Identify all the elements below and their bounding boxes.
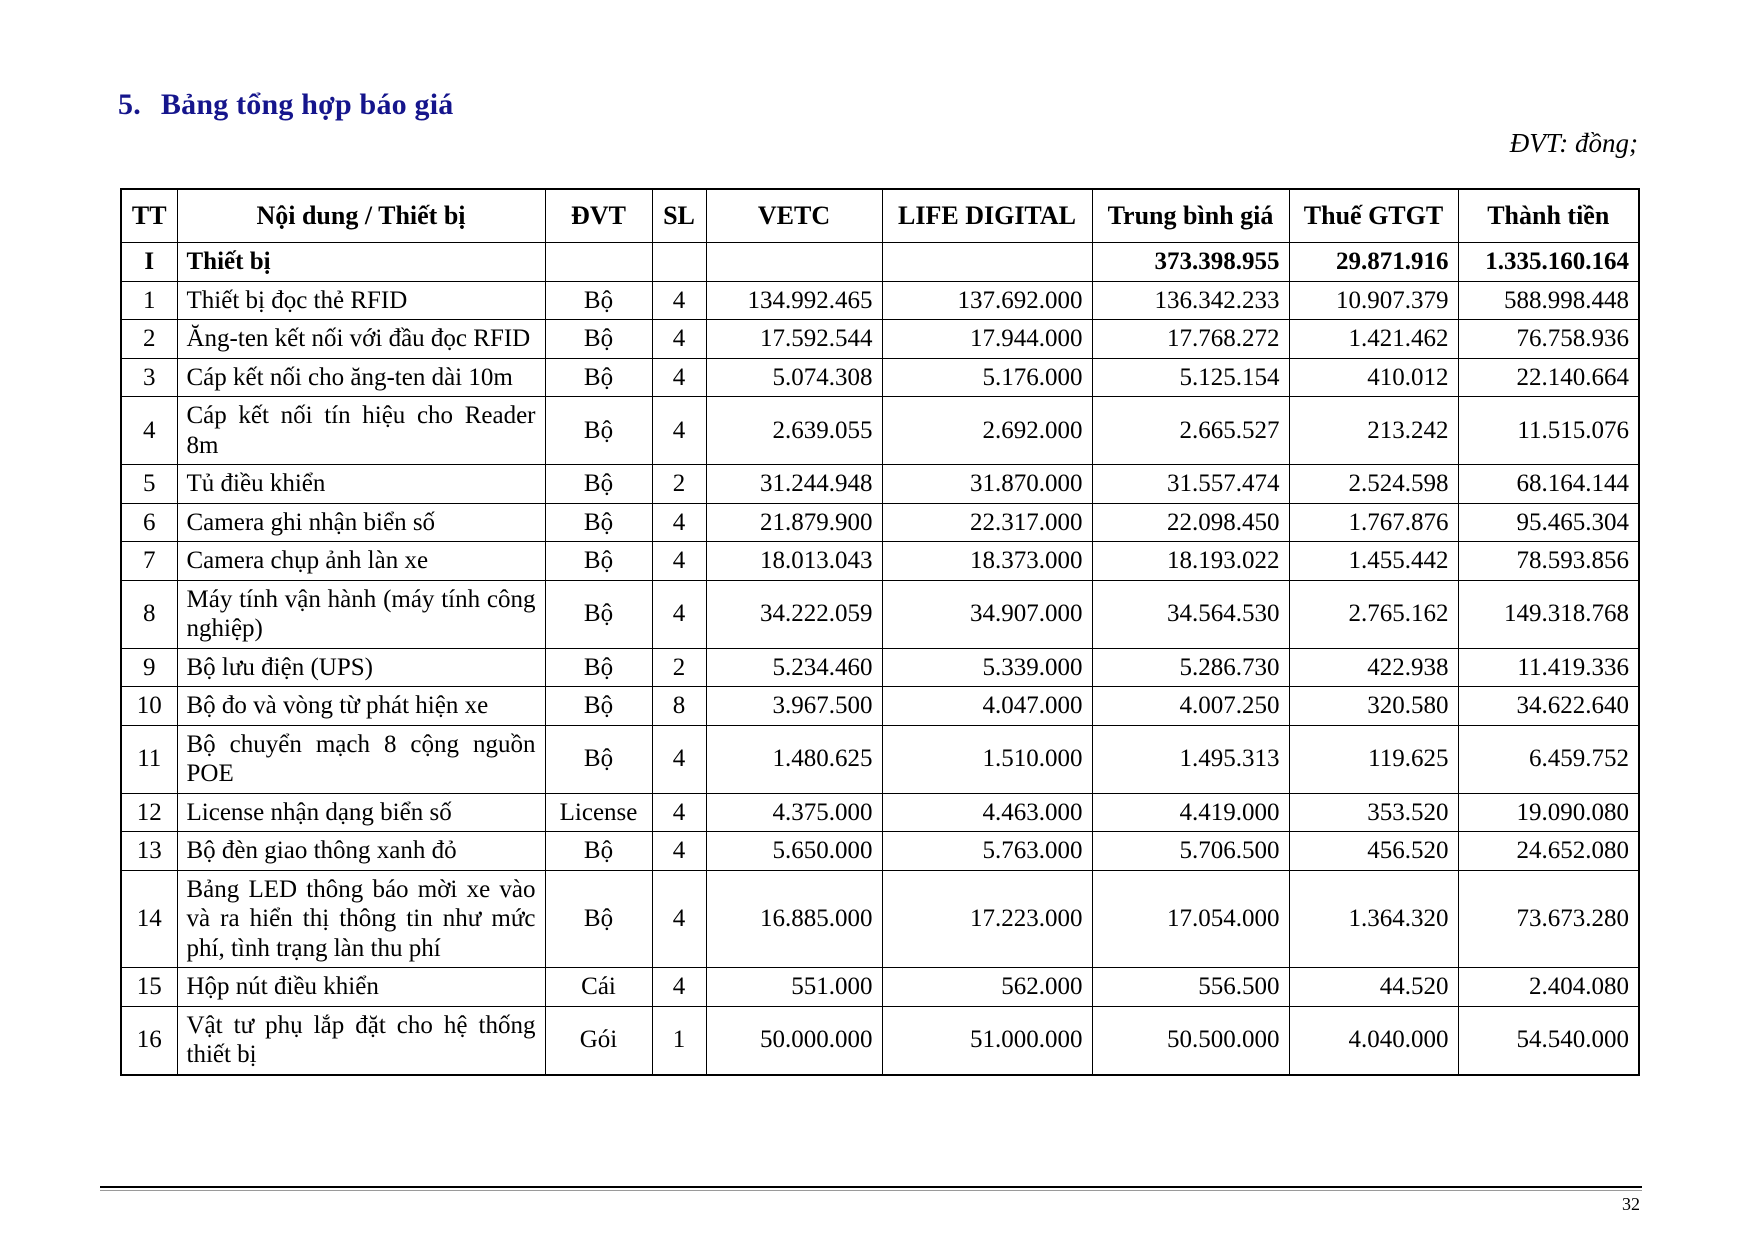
cell-item-name: Bảng LED thông báo mời xe vào và ra hiển thị thông tin như mức phí, tình trạng làn thu phí xyxy=(177,870,545,968)
section-title xyxy=(118,88,453,122)
cell-unit: Bộ xyxy=(545,870,652,968)
cell-unit: Bộ xyxy=(545,687,652,726)
cell-unit: Bộ xyxy=(545,281,652,320)
group-life xyxy=(882,243,1092,282)
cell-item-name: Bộ đèn giao thông xanh đỏ xyxy=(177,832,545,871)
cell-average-price: 5.125.154 xyxy=(1092,358,1289,397)
cell-total: 24.652.080 xyxy=(1458,832,1639,871)
cell-vetc-price: 17.592.544 xyxy=(706,320,882,359)
cell-unit: Bộ xyxy=(545,397,652,465)
cell-vat: 2.524.598 xyxy=(1289,465,1458,504)
group-vat: 29.871.916 xyxy=(1289,243,1458,282)
cell-vetc-price: 1.480.625 xyxy=(706,725,882,793)
group-tt: I xyxy=(121,243,177,282)
header-content: Nội dung / Thiết bị xyxy=(177,189,545,243)
header-total: Thành tiền xyxy=(1458,189,1639,243)
unit-note: ĐVT: đồng; xyxy=(1509,128,1638,158)
cell-unit: Bộ xyxy=(545,580,652,648)
cell-unit: Bộ xyxy=(545,320,652,359)
table-row xyxy=(121,542,1639,581)
section-title-text: Bảng tổng hợp báo giá xyxy=(160,88,454,121)
cell-item-name: Bộ lưu điện (UPS) xyxy=(177,648,545,687)
cell-vetc-price: 5.650.000 xyxy=(706,832,882,871)
group-dvt xyxy=(545,243,652,282)
table-row xyxy=(121,968,1639,1007)
cell-life-price: 31.870.000 xyxy=(882,465,1092,504)
table-row xyxy=(121,397,1639,465)
cell-quantity: 8 xyxy=(652,687,706,726)
group-sl xyxy=(652,243,706,282)
cell-average-price: 136.342.233 xyxy=(1092,281,1289,320)
table-row xyxy=(121,870,1639,968)
cell-quantity: 4 xyxy=(652,281,706,320)
cell-vat: 213.242 xyxy=(1289,397,1458,465)
cell-tt: 14 xyxy=(121,870,177,968)
cell-total: 2.404.080 xyxy=(1458,968,1639,1007)
cell-quantity: 4 xyxy=(652,870,706,968)
cell-average-price: 31.557.474 xyxy=(1092,465,1289,504)
cell-life-price: 4.047.000 xyxy=(882,687,1092,726)
cell-unit: Bộ xyxy=(545,725,652,793)
table-row xyxy=(121,687,1639,726)
cell-total: 76.758.936 xyxy=(1458,320,1639,359)
cell-item-name: Thiết bị đọc thẻ RFID xyxy=(177,281,545,320)
cell-vetc-price: 21.879.900 xyxy=(706,503,882,542)
cell-tt: 16 xyxy=(121,1006,177,1075)
cell-average-price: 5.286.730 xyxy=(1092,648,1289,687)
header-life-digital: LIFE DIGITAL xyxy=(882,189,1092,243)
cell-unit: Bộ xyxy=(545,358,652,397)
cell-vat: 353.520 xyxy=(1289,793,1458,832)
group-total: 1.335.160.164 xyxy=(1458,243,1639,282)
cell-tt: 2 xyxy=(121,320,177,359)
cell-average-price: 18.193.022 xyxy=(1092,542,1289,581)
cell-life-price: 17.223.000 xyxy=(882,870,1092,968)
cell-vat: 320.580 xyxy=(1289,687,1458,726)
cell-vetc-price: 18.013.043 xyxy=(706,542,882,581)
cell-life-price: 17.944.000 xyxy=(882,320,1092,359)
cell-life-price: 34.907.000 xyxy=(882,580,1092,648)
cell-item-name: Hộp nút điều khiển xyxy=(177,968,545,1007)
cell-vat: 410.012 xyxy=(1289,358,1458,397)
table-row xyxy=(121,832,1639,871)
cell-tt: 3 xyxy=(121,358,177,397)
cell-tt: 7 xyxy=(121,542,177,581)
cell-vetc-price: 34.222.059 xyxy=(706,580,882,648)
cell-quantity: 4 xyxy=(652,503,706,542)
cell-tt: 13 xyxy=(121,832,177,871)
cell-vat: 456.520 xyxy=(1289,832,1458,871)
table-row xyxy=(121,320,1639,359)
header-vetc: VETC xyxy=(706,189,882,243)
cell-vetc-price: 3.967.500 xyxy=(706,687,882,726)
cell-vetc-price: 551.000 xyxy=(706,968,882,1007)
table-group-row xyxy=(121,243,1639,282)
cell-item-name: Bộ đo và vòng từ phát hiện xe xyxy=(177,687,545,726)
header-vat: Thuế GTGT xyxy=(1289,189,1458,243)
cell-unit: Cái xyxy=(545,968,652,1007)
table-row xyxy=(121,793,1639,832)
cell-tt: 10 xyxy=(121,687,177,726)
cell-tt: 4 xyxy=(121,397,177,465)
header-tt: TT xyxy=(121,189,177,243)
group-name: Thiết bị xyxy=(177,243,545,282)
cell-vat: 1.455.442 xyxy=(1289,542,1458,581)
cell-quantity: 4 xyxy=(652,793,706,832)
cell-tt: 9 xyxy=(121,648,177,687)
cell-unit: Bộ xyxy=(545,648,652,687)
table-row xyxy=(121,503,1639,542)
table-row xyxy=(121,358,1639,397)
group-avg: 373.398.955 xyxy=(1092,243,1289,282)
cell-item-name: Cáp kết nối tín hiệu cho Reader 8m xyxy=(177,397,545,465)
cell-life-price: 51.000.000 xyxy=(882,1006,1092,1075)
cell-vetc-price: 31.244.948 xyxy=(706,465,882,504)
cell-average-price: 50.500.000 xyxy=(1092,1006,1289,1075)
cell-item-name: Cáp kết nối cho ăng-ten dài 10m xyxy=(177,358,545,397)
table-row xyxy=(121,281,1639,320)
cell-average-price: 1.495.313 xyxy=(1092,725,1289,793)
cell-vat: 119.625 xyxy=(1289,725,1458,793)
section-number: 5. xyxy=(118,88,141,121)
group-vetc xyxy=(706,243,882,282)
cell-vetc-price: 134.992.465 xyxy=(706,281,882,320)
cell-unit: Bộ xyxy=(545,542,652,581)
cell-total: 68.164.144 xyxy=(1458,465,1639,504)
cell-item-name: Bộ chuyển mạch 8 cộng nguồn POE xyxy=(177,725,545,793)
cell-tt: 11 xyxy=(121,725,177,793)
cell-average-price: 22.098.450 xyxy=(1092,503,1289,542)
cell-life-price: 2.692.000 xyxy=(882,397,1092,465)
cell-quantity: 2 xyxy=(652,648,706,687)
cell-total: 78.593.856 xyxy=(1458,542,1639,581)
cell-item-name: Máy tính vận hành (máy tính công nghiệp) xyxy=(177,580,545,648)
cell-quantity: 4 xyxy=(652,725,706,793)
cell-tt: 1 xyxy=(121,281,177,320)
cell-life-price: 1.510.000 xyxy=(882,725,1092,793)
header-dvt: ĐVT xyxy=(545,189,652,243)
cell-vat: 1.364.320 xyxy=(1289,870,1458,968)
cell-item-name: License nhận dạng biển số xyxy=(177,793,545,832)
cell-life-price: 5.176.000 xyxy=(882,358,1092,397)
cell-quantity: 4 xyxy=(652,968,706,1007)
header-sl: SL xyxy=(652,189,706,243)
cell-quantity: 1 xyxy=(652,1006,706,1075)
cell-total: 34.622.640 xyxy=(1458,687,1639,726)
table-row xyxy=(121,725,1639,793)
cell-unit: Gói xyxy=(545,1006,652,1075)
table-row xyxy=(121,648,1639,687)
cell-total: 149.318.768 xyxy=(1458,580,1639,648)
cell-life-price: 5.339.000 xyxy=(882,648,1092,687)
cell-quantity: 4 xyxy=(652,358,706,397)
cell-average-price: 34.564.530 xyxy=(1092,580,1289,648)
cell-total: 22.140.664 xyxy=(1458,358,1639,397)
cell-item-name: Tủ điều khiển xyxy=(177,465,545,504)
cell-average-price: 17.768.272 xyxy=(1092,320,1289,359)
cell-average-price: 5.706.500 xyxy=(1092,832,1289,871)
cell-total: 6.459.752 xyxy=(1458,725,1639,793)
cell-unit: License xyxy=(545,793,652,832)
cell-quantity: 4 xyxy=(652,397,706,465)
footer-divider xyxy=(100,1186,1642,1191)
cell-life-price: 5.763.000 xyxy=(882,832,1092,871)
cell-life-price: 137.692.000 xyxy=(882,281,1092,320)
cell-average-price: 17.054.000 xyxy=(1092,870,1289,968)
cell-tt: 12 xyxy=(121,793,177,832)
cell-quantity: 2 xyxy=(652,465,706,504)
cell-life-price: 4.463.000 xyxy=(882,793,1092,832)
cell-vat: 422.938 xyxy=(1289,648,1458,687)
cell-quantity: 4 xyxy=(652,832,706,871)
cell-unit: Bộ xyxy=(545,832,652,871)
cell-vat: 2.765.162 xyxy=(1289,580,1458,648)
cell-item-name: Camera ghi nhận biển số xyxy=(177,503,545,542)
cell-unit: Bộ xyxy=(545,503,652,542)
cell-total: 54.540.000 xyxy=(1458,1006,1639,1075)
cell-vetc-price: 50.000.000 xyxy=(706,1006,882,1075)
header-average-price: Trung bình giá xyxy=(1092,189,1289,243)
cell-quantity: 4 xyxy=(652,542,706,581)
cell-quantity: 4 xyxy=(652,580,706,648)
cell-average-price: 4.419.000 xyxy=(1092,793,1289,832)
cell-item-name: Camera chụp ảnh làn xe xyxy=(177,542,545,581)
cell-average-price: 556.500 xyxy=(1092,968,1289,1007)
cell-tt: 15 xyxy=(121,968,177,1007)
page-number: 32 xyxy=(1622,1194,1640,1214)
cell-life-price: 18.373.000 xyxy=(882,542,1092,581)
table-header-row xyxy=(121,189,1639,243)
quote-summary-table xyxy=(120,188,1640,1076)
cell-vetc-price: 16.885.000 xyxy=(706,870,882,968)
cell-quantity: 4 xyxy=(652,320,706,359)
cell-tt: 6 xyxy=(121,503,177,542)
cell-vat: 10.907.379 xyxy=(1289,281,1458,320)
cell-vetc-price: 4.375.000 xyxy=(706,793,882,832)
cell-average-price: 2.665.527 xyxy=(1092,397,1289,465)
cell-life-price: 22.317.000 xyxy=(882,503,1092,542)
cell-total: 588.998.448 xyxy=(1458,281,1639,320)
cell-total: 11.515.076 xyxy=(1458,397,1639,465)
cell-unit: Bộ xyxy=(545,465,652,504)
cell-tt: 5 xyxy=(121,465,177,504)
cell-vat: 4.040.000 xyxy=(1289,1006,1458,1075)
cell-vetc-price: 2.639.055 xyxy=(706,397,882,465)
cell-life-price: 562.000 xyxy=(882,968,1092,1007)
cell-vat: 1.767.876 xyxy=(1289,503,1458,542)
cell-average-price: 4.007.250 xyxy=(1092,687,1289,726)
cell-item-name: Ăng-ten kết nối với đầu đọc RFID xyxy=(177,320,545,359)
cell-total: 95.465.304 xyxy=(1458,503,1639,542)
cell-total: 11.419.336 xyxy=(1458,648,1639,687)
cell-total: 73.673.280 xyxy=(1458,870,1639,968)
cell-total: 19.090.080 xyxy=(1458,793,1639,832)
cell-vetc-price: 5.074.308 xyxy=(706,358,882,397)
table-row xyxy=(121,580,1639,648)
cell-tt: 8 xyxy=(121,580,177,648)
cell-vat: 44.520 xyxy=(1289,968,1458,1007)
table-row xyxy=(121,1006,1639,1075)
cell-vat: 1.421.462 xyxy=(1289,320,1458,359)
cell-vetc-price: 5.234.460 xyxy=(706,648,882,687)
table-row xyxy=(121,465,1639,504)
cell-item-name: Vật tư phụ lắp đặt cho hệ thống thiết bị xyxy=(177,1006,545,1075)
